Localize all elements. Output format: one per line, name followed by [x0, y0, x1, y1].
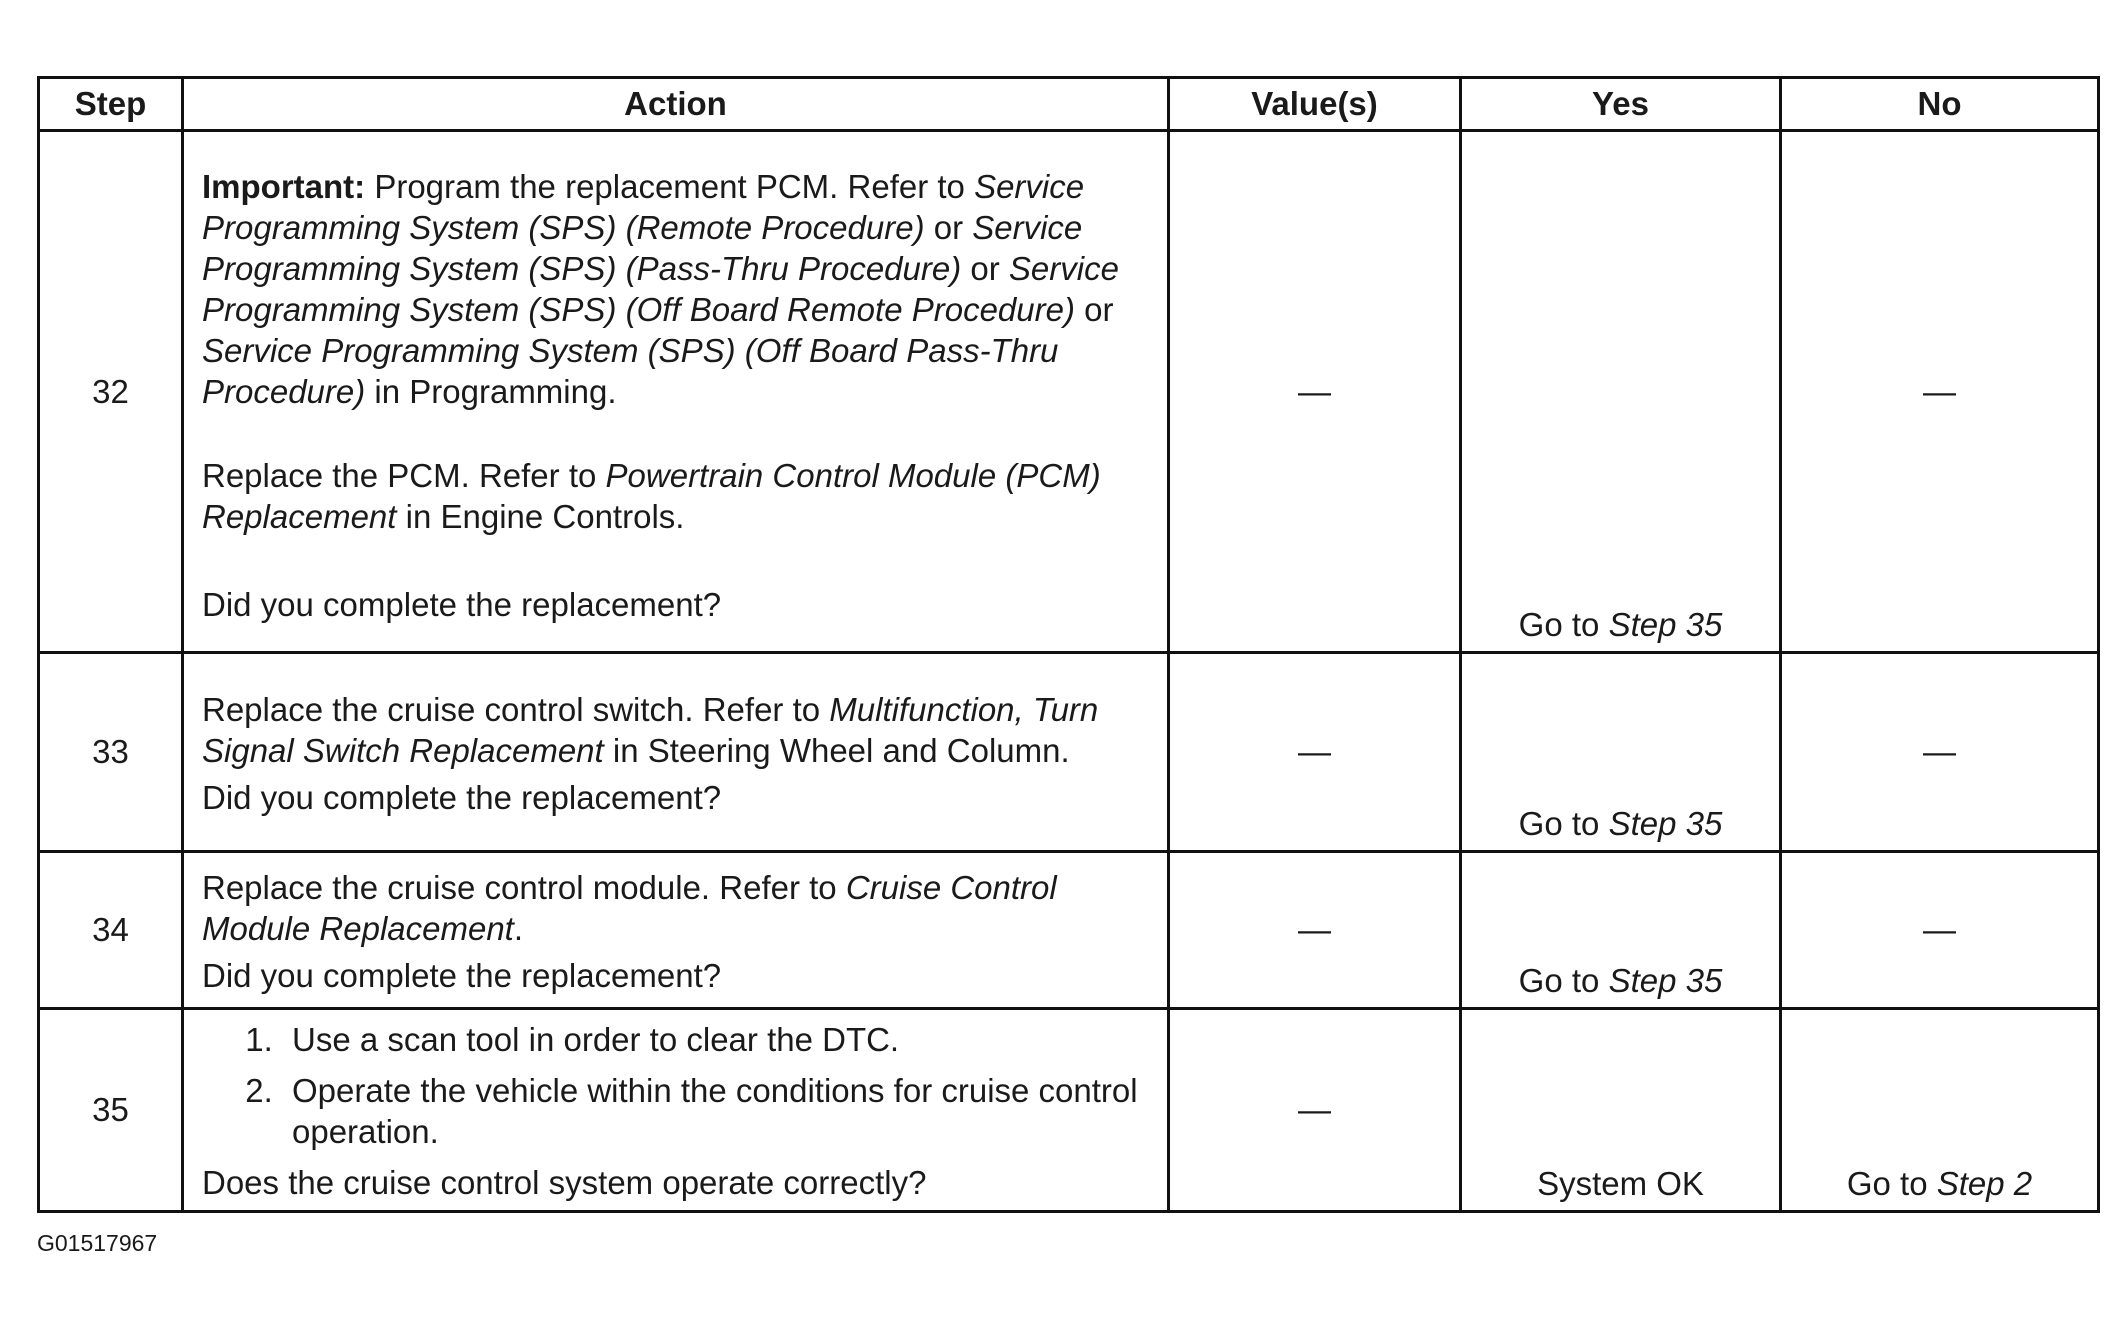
- action-cell: [183, 1009, 1169, 1212]
- reference-link[interactable]: Cruise Control Module Replacement: [202, 868, 1057, 947]
- value-dash: —: [1298, 1091, 1331, 1128]
- action-question: Did you complete the replacement?: [202, 586, 722, 623]
- value-cell: [1169, 653, 1461, 852]
- step-link[interactable]: Step 35: [1608, 606, 1723, 643]
- result-text: Go to: [1846, 1165, 1937, 1202]
- step-number: 33: [39, 653, 183, 852]
- yes-result[interactable]: [1462, 803, 1779, 844]
- result-text: Go to: [1518, 805, 1609, 842]
- reference-link[interactable]: Service Programming System (SPS) (Pass-Thru Procedure): [202, 209, 1083, 287]
- value-dash: —: [1298, 911, 1331, 948]
- diagnostic-table-container: [37, 76, 2097, 1213]
- header-values: Value(s): [1169, 78, 1461, 131]
- action-text: in Engine Controls.: [396, 498, 685, 535]
- important-note: [202, 166, 1153, 412]
- action-text: Replace the cruise control switch. Refer to: [202, 690, 830, 728]
- action-text: in Programming.: [365, 373, 617, 410]
- step-link[interactable]: Step 35: [1608, 962, 1723, 999]
- action-text: Replace the PCM. Refer to: [202, 457, 606, 494]
- action-cell: [183, 852, 1169, 1009]
- action-text: Program the replacement PCM. Refer to: [365, 168, 975, 205]
- yes-cell: [1461, 1009, 1781, 1212]
- action-question: Does the cruise control system operate correctly?: [202, 1164, 927, 1201]
- header-action: Action: [183, 78, 1169, 131]
- procedure-step: 1. Use a scan tool in order to clear the DTC.: [282, 1019, 1153, 1060]
- paragraph-gap: [202, 412, 1153, 455]
- no-dash: —: [1923, 372, 1956, 410]
- action-paragraph: [202, 455, 1153, 537]
- action-question: Did you complete the replacement?: [202, 956, 722, 994]
- action-cell: [183, 131, 1169, 653]
- step-number: 35: [39, 1009, 183, 1212]
- procedure-step: 2. Operate the vehicle within the conditions for cruise control operation.: [282, 1070, 1153, 1152]
- value-dash: —: [1298, 733, 1331, 770]
- action-text: in Steering Wheel and Column.: [603, 731, 1070, 769]
- header-step: Step: [39, 78, 183, 131]
- no-dash: —: [1923, 733, 1956, 770]
- action-paragraph: [202, 689, 1153, 771]
- table-row-step-34: [39, 852, 2099, 1009]
- reference-link[interactable]: Multifunction, Turn Signal Switch Replacement: [202, 690, 1099, 769]
- no-result[interactable]: [1782, 1163, 2097, 1204]
- action-question: Did you complete the replacement?: [202, 778, 722, 816]
- table-row-step-33: [39, 653, 2099, 852]
- step-link[interactable]: Step 35: [1608, 805, 1723, 842]
- header-row: [39, 78, 2099, 131]
- step-number: 34: [39, 852, 183, 1009]
- yes-result: System OK: [1537, 1165, 1704, 1202]
- header-yes: Yes: [1461, 78, 1781, 131]
- yes-result[interactable]: [1462, 960, 1779, 1001]
- action-paragraph: [202, 867, 1153, 949]
- no-cell: [1781, 852, 2099, 1009]
- paragraph-gap: [202, 537, 1153, 580]
- yes-result[interactable]: [1462, 604, 1779, 645]
- result-text: Go to: [1518, 606, 1609, 643]
- no-cell: [1781, 653, 2099, 852]
- action-cell: [183, 653, 1169, 852]
- value-cell: [1169, 1009, 1461, 1212]
- yes-cell: [1461, 131, 1781, 653]
- header-no: No: [1781, 78, 2099, 131]
- reference-link[interactable]: Powertrain Control Module (PCM) Replacement: [202, 457, 1101, 535]
- result-text: Go to: [1518, 962, 1609, 999]
- yes-cell: [1461, 653, 1781, 852]
- table-row-step-32: [39, 131, 2099, 653]
- table-row-step-35: [39, 1009, 2099, 1212]
- value-dash: —: [1298, 372, 1331, 410]
- yes-cell: [1461, 852, 1781, 1009]
- no-dash: —: [1923, 911, 1956, 948]
- action-text: .: [513, 909, 524, 947]
- reference-link[interactable]: Service Programming System (SPS) (Remote Procedure): [202, 168, 1085, 246]
- value-cell: [1169, 131, 1461, 653]
- diagnostic-table: [37, 76, 2100, 1213]
- procedure-steps: [202, 1019, 1153, 1152]
- reference-link[interactable]: Service Programming System (SPS) (Off Board Pass-Thru Procedure): [202, 332, 1059, 410]
- action-text: or: [1074, 291, 1114, 328]
- figure-id: G01517967: [37, 1230, 158, 1256]
- action-text: or: [924, 209, 973, 246]
- step-link[interactable]: Step 2: [1936, 1165, 2033, 1202]
- value-cell: [1169, 852, 1461, 1009]
- important-label: Important:: [202, 168, 366, 205]
- reference-link[interactable]: Service Programming System (SPS) (Off Board Remote Procedure): [202, 250, 1119, 328]
- no-cell: [1781, 131, 2099, 653]
- no-cell: [1781, 1009, 2099, 1212]
- action-text: or: [961, 250, 1009, 287]
- step-number: 32: [39, 131, 183, 653]
- action-text: Replace the cruise control module. Refer to: [202, 868, 846, 906]
